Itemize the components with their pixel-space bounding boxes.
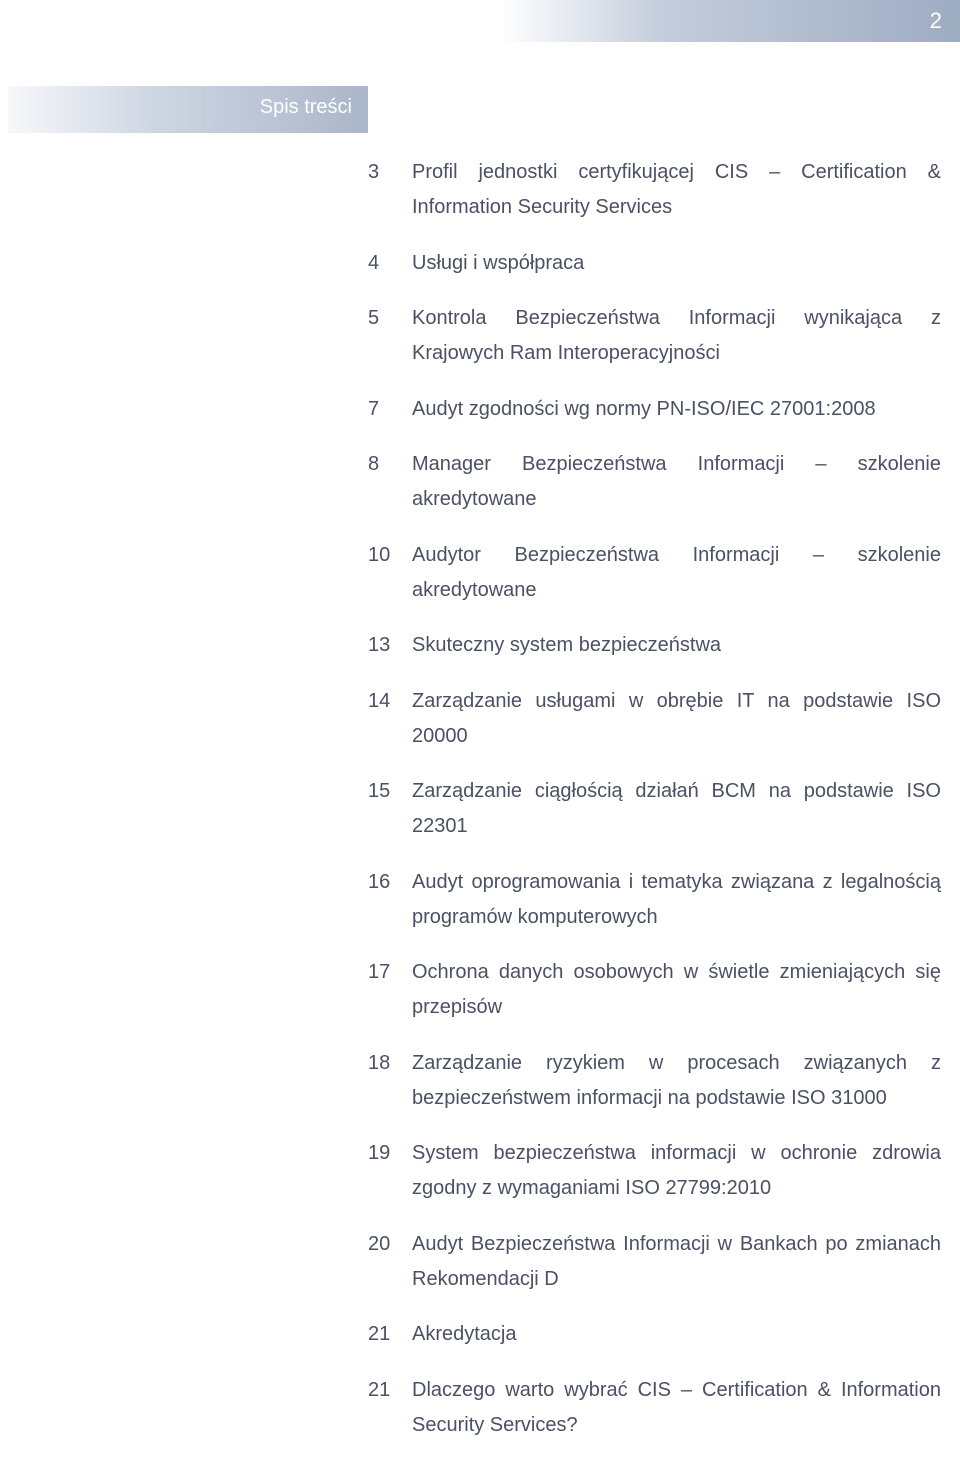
- toc-item-title: Dlaczego warto wybrać CIS – Certification & Information Security Services?: [412, 1378, 941, 1436]
- toc-item-page: 17: [368, 961, 391, 983]
- toc-item[interactable]: [368, 1317, 941, 1352]
- toc-item-title: Profil jednostki certyfikującej CIS – Certification & Information Security Services: [412, 161, 941, 218]
- page-number: 2: [929, 8, 942, 33]
- toc-heading: Spis treści: [259, 96, 352, 118]
- toc-item-page: 4: [368, 251, 380, 274]
- toc-item-page: 5: [368, 307, 380, 329]
- toc-item-page: 21: [368, 1323, 391, 1345]
- toc-item[interactable]: [368, 628, 941, 663]
- toc-item-title: Audytor Bezpieczeństwa Informacji – szkolenie akredytowane: [412, 543, 941, 601]
- toc-item-page: 21: [368, 1378, 391, 1401]
- toc-item-title: System bezpieczeństwa informacji w ochronie zdrowia zgodny z wymaganiami ISO 27799:2010: [412, 1142, 941, 1199]
- toc-item-title: Manager Bezpieczeństwa Informacji – szkolenie akredytowane: [412, 453, 941, 510]
- toc-item[interactable]: [368, 774, 941, 844]
- toc-item[interactable]: [368, 1373, 941, 1443]
- toc-item-page: 10: [368, 543, 391, 566]
- toc-item-title: Zarządzanie ciągłością działań BCM na podstawie ISO 22301: [412, 780, 941, 837]
- toc-item-title: Zarządzanie ryzykiem w procesach związanych z bezpieczeństwem informacji na podstawie ISO 31000: [412, 1051, 941, 1109]
- toc-item-title: Skuteczny system bezpieczeństwa: [412, 634, 722, 656]
- toc-item-title: Zarządzanie usługami w obrębie IT na podstawie ISO 20000: [412, 689, 941, 747]
- toc-item-page: 18: [368, 1051, 391, 1074]
- toc-list: [368, 155, 941, 1463]
- toc-item-title: Audyt Bezpieczeństwa Informacji w Bankach po zmianach Rekomendacji D: [412, 1232, 941, 1290]
- toc-item-page: 16: [368, 870, 391, 893]
- toc-item-page: 7: [368, 397, 380, 420]
- toc-heading-band: [8, 86, 368, 133]
- toc-item-page: 3: [368, 161, 380, 183]
- toc-item[interactable]: [368, 684, 941, 754]
- toc-item[interactable]: [368, 301, 941, 371]
- toc-item-page: 15: [368, 780, 391, 802]
- toc-item[interactable]: [368, 246, 941, 281]
- toc-item-title: Audyt zgodności wg normy PN-ISO/IEC 27001:2008: [412, 397, 876, 420]
- toc-item-title: Usługi i współpraca: [412, 251, 585, 274]
- toc-item-page: 13: [368, 634, 391, 656]
- toc-item[interactable]: [368, 1136, 941, 1206]
- toc-item-title: Ochrona danych osobowych w świetle zmieniających się przepisów: [412, 961, 941, 1018]
- toc-item[interactable]: [368, 447, 941, 517]
- toc-item[interactable]: [368, 392, 941, 427]
- toc-item-title: Audyt oprogramowania i tematyka związana z legalnością programów komputerowych: [412, 870, 941, 928]
- toc-item[interactable]: [368, 955, 941, 1025]
- page-number-bar: [500, 0, 960, 42]
- toc-item-page: 8: [368, 453, 380, 475]
- toc-item-page: 14: [368, 689, 391, 712]
- toc-item[interactable]: [368, 865, 941, 935]
- toc-item-page: 19: [368, 1142, 391, 1164]
- toc-item[interactable]: [368, 1046, 941, 1116]
- toc-item[interactable]: [368, 538, 941, 608]
- toc-item[interactable]: [368, 1227, 941, 1297]
- toc-item-page: 20: [368, 1232, 391, 1255]
- toc-item[interactable]: [368, 155, 941, 225]
- toc-item-title: Akredytacja: [412, 1323, 517, 1345]
- toc-item-title: Kontrola Bezpieczeństwa Informacji wynikająca z Krajowych Ram Interoperacyjności: [412, 307, 941, 364]
